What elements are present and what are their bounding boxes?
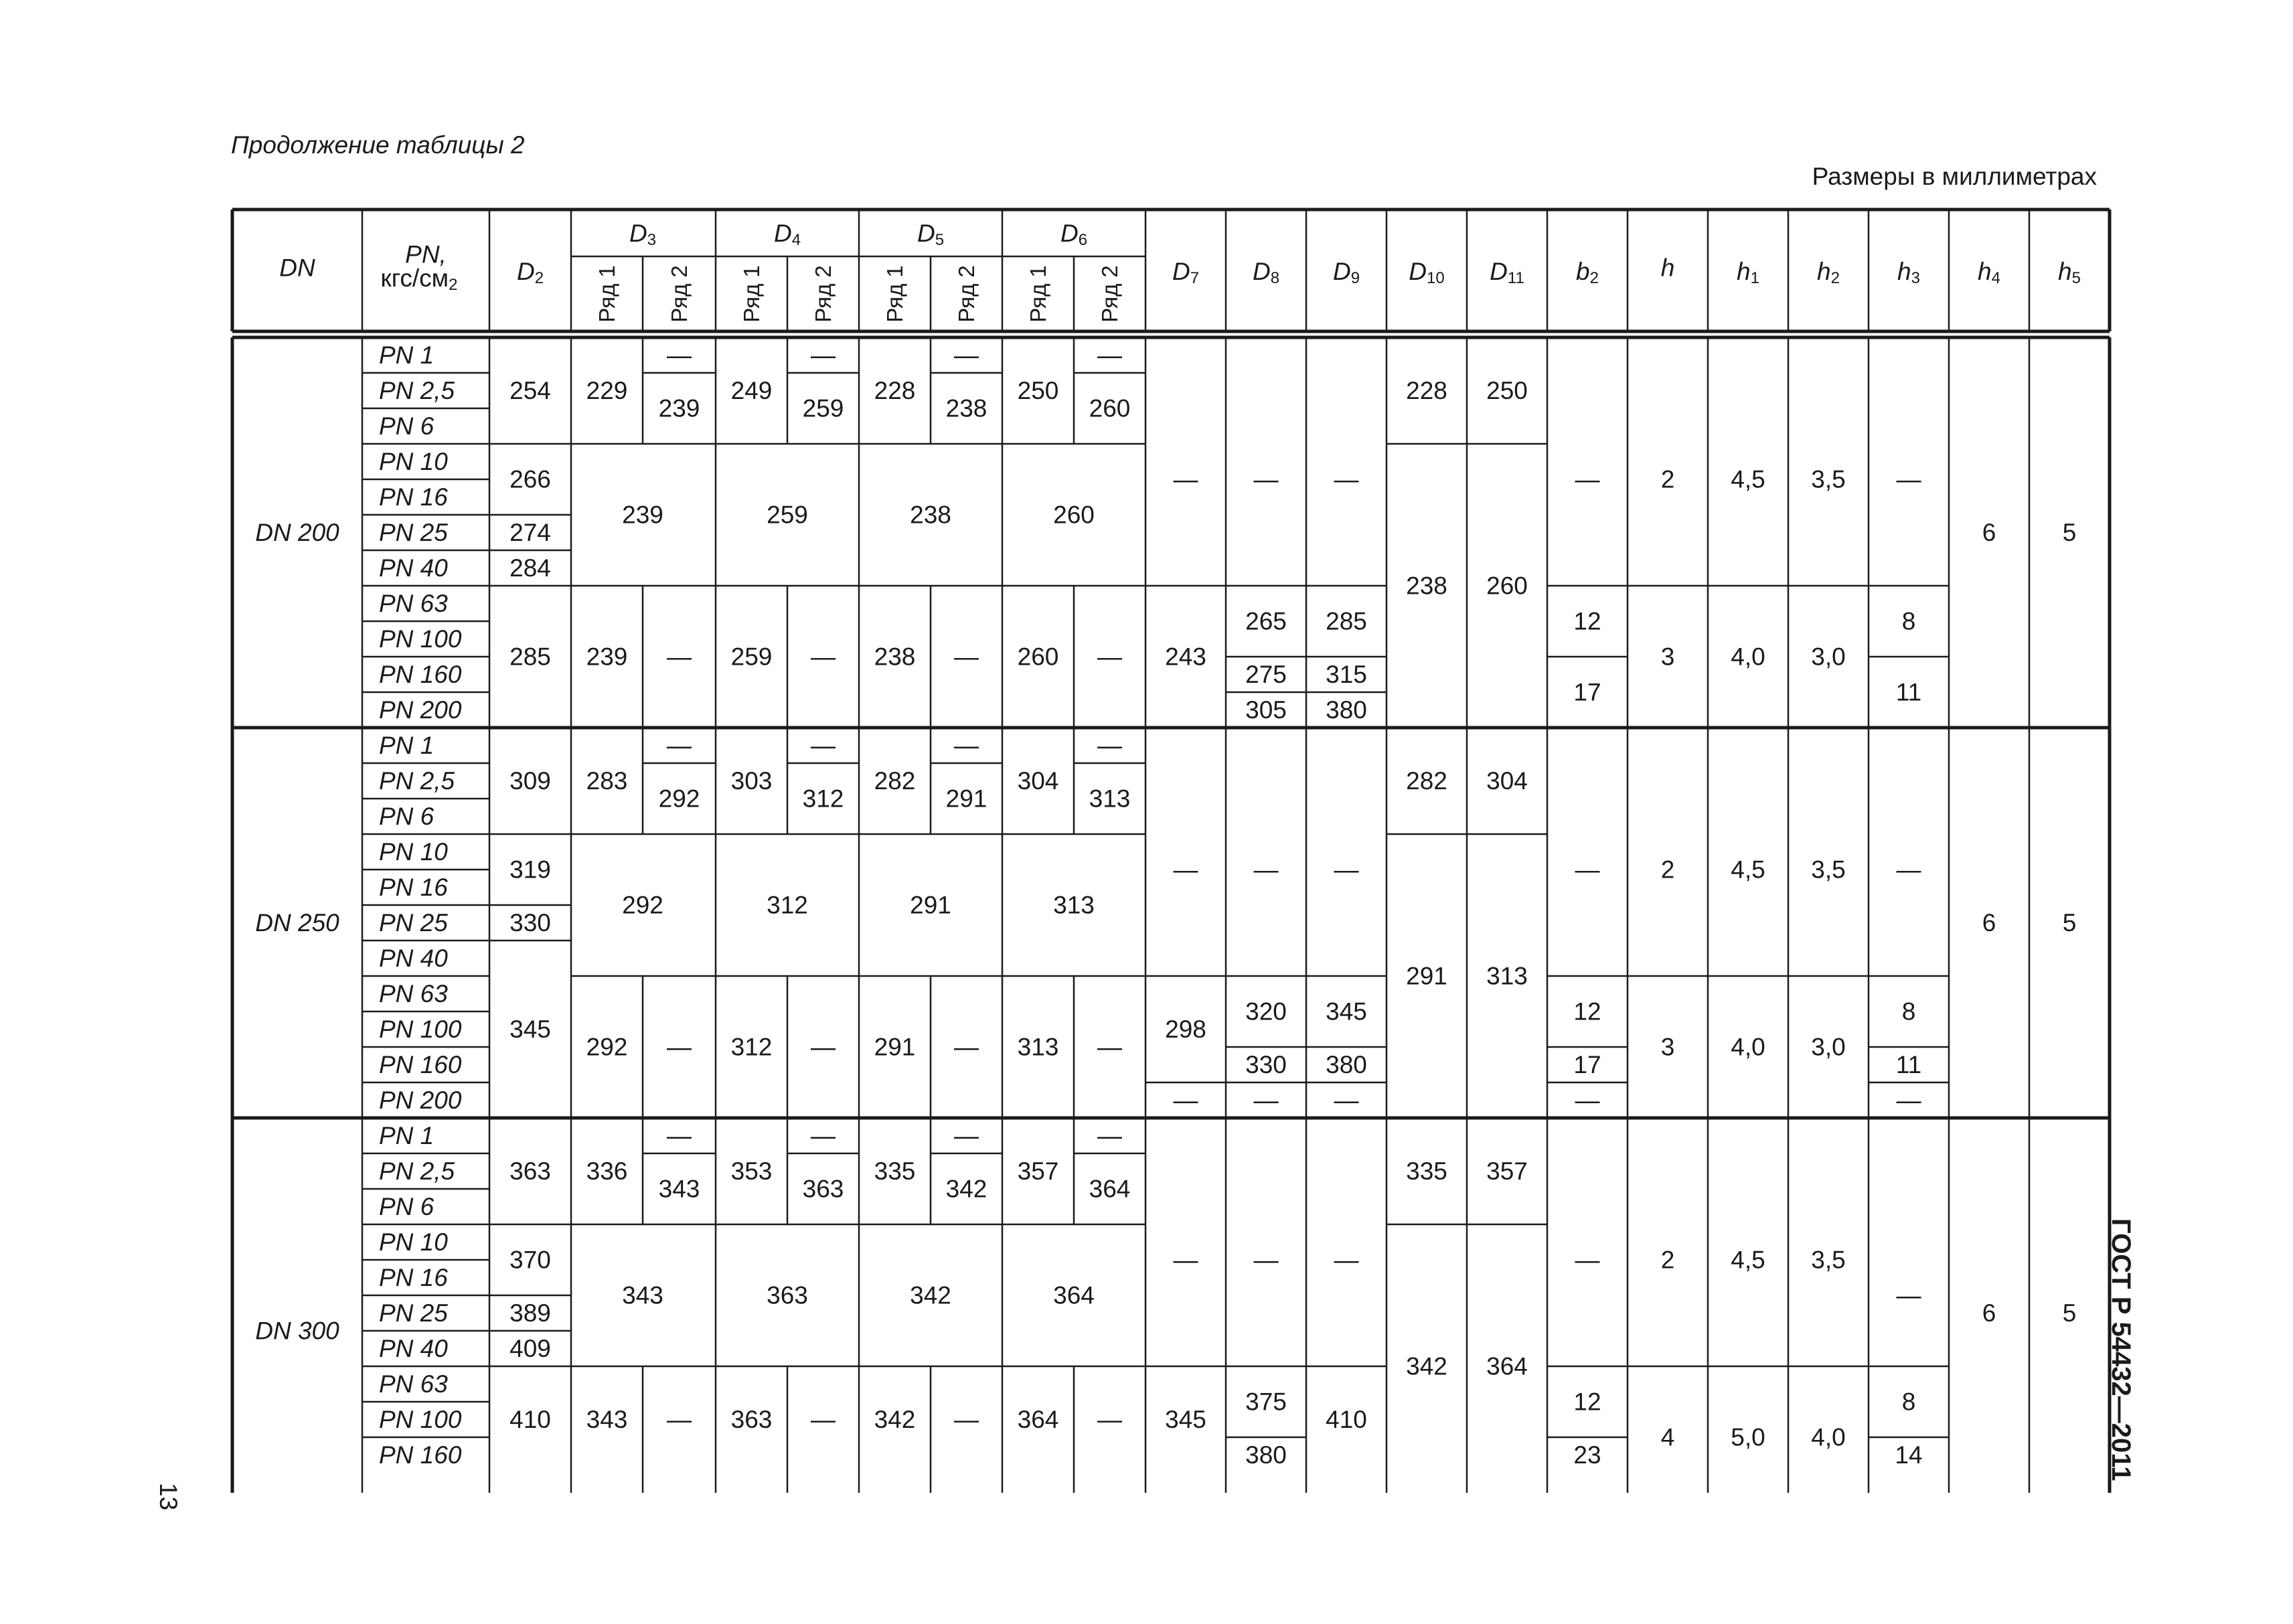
pn-label: PN 63 bbox=[379, 980, 448, 1007]
d6-value: 260 bbox=[1053, 501, 1095, 529]
d11-value: 357 bbox=[1486, 1157, 1528, 1185]
pn-label: PN 6 bbox=[379, 803, 434, 830]
b2-value: 12 bbox=[1573, 1388, 1601, 1416]
pn-label: PN 1 bbox=[379, 341, 434, 369]
dash: — bbox=[811, 341, 836, 369]
dash: — bbox=[667, 732, 692, 759]
d5-value: 238 bbox=[910, 501, 951, 529]
dash: — bbox=[667, 1033, 692, 1061]
dash: — bbox=[954, 1033, 979, 1061]
pn-label: PN 1 bbox=[379, 732, 434, 759]
d11-value: 364 bbox=[1486, 1352, 1528, 1380]
d7-value: 298 bbox=[1165, 1016, 1206, 1043]
dash: — bbox=[1097, 341, 1122, 369]
pn-label: PN 40 bbox=[379, 1335, 448, 1362]
header-dn: DN bbox=[279, 254, 315, 282]
d11-value: 304 bbox=[1486, 767, 1528, 795]
d2-value: 363 bbox=[509, 1157, 551, 1185]
header-row-label: Ряд 2 bbox=[667, 265, 692, 323]
d3-row1: 283 bbox=[586, 767, 628, 795]
d5-row2: 342 bbox=[945, 1175, 987, 1203]
h3-value: 8 bbox=[1901, 607, 1916, 635]
d2-value: 370 bbox=[509, 1246, 551, 1274]
header-row-label: Ряд 1 bbox=[1026, 265, 1050, 323]
header-row-label: Ряд 1 bbox=[739, 265, 764, 323]
pn-label: PN 16 bbox=[379, 483, 448, 511]
h3-value: 8 bbox=[1901, 997, 1916, 1026]
d6-row2: 364 bbox=[1089, 1175, 1131, 1203]
b2-value: 12 bbox=[1573, 607, 1601, 635]
d10-value: 335 bbox=[1406, 1157, 1447, 1185]
d2-value: 254 bbox=[509, 377, 551, 404]
dash: — bbox=[667, 1406, 692, 1433]
pn-label: PN 160 bbox=[379, 661, 462, 688]
dash: — bbox=[1253, 856, 1279, 884]
h2-value: 3,0 bbox=[1811, 643, 1846, 671]
d6-value: 313 bbox=[1053, 891, 1095, 919]
d2-value: 284 bbox=[509, 554, 551, 582]
header-h1: $h_1$ bbox=[1737, 257, 1759, 287]
dash: — bbox=[1173, 465, 1198, 493]
h5-value: 5 bbox=[2062, 909, 2077, 937]
d2-value: 330 bbox=[509, 909, 551, 937]
d7-value: 345 bbox=[1165, 1406, 1206, 1433]
d4-row2: 312 bbox=[802, 785, 844, 813]
d4-value: 363 bbox=[767, 1281, 808, 1309]
h2-value: 3,0 bbox=[1811, 1033, 1846, 1061]
pn-label: PN 40 bbox=[379, 945, 448, 972]
d5-row1: 228 bbox=[874, 377, 916, 404]
d11-value: 260 bbox=[1486, 572, 1528, 600]
d6-value: 364 bbox=[1053, 1281, 1095, 1309]
dash: — bbox=[954, 1406, 979, 1433]
d3-row1: 229 bbox=[586, 377, 628, 404]
h-value: 3 bbox=[1660, 643, 1675, 671]
h4-value: 6 bbox=[1982, 1299, 1996, 1327]
dash: — bbox=[1334, 1086, 1359, 1114]
d6-row1: 313 bbox=[1017, 1033, 1059, 1061]
dash: — bbox=[1896, 465, 1921, 493]
pn-label: PN 2,5 bbox=[379, 377, 455, 404]
h-value: 2 bbox=[1660, 856, 1675, 884]
h-value: 2 bbox=[1660, 1246, 1675, 1274]
d4-row1: 353 bbox=[730, 1157, 773, 1185]
h4-value: 6 bbox=[1982, 909, 1996, 937]
h1-value: 4,5 bbox=[1731, 856, 1765, 884]
h2-value: 3,5 bbox=[1811, 465, 1846, 493]
d4-row1: 249 bbox=[730, 377, 773, 404]
d11-value: 250 bbox=[1486, 377, 1528, 404]
header-row-label: Ряд 1 bbox=[882, 265, 907, 323]
d6-row1: 304 bbox=[1017, 767, 1059, 795]
pn-label: PN 16 bbox=[379, 874, 448, 901]
d6-row2: 313 bbox=[1089, 785, 1131, 813]
d8-value: 265 bbox=[1245, 607, 1287, 635]
d2-value: 266 bbox=[509, 465, 551, 493]
header-d6: $D_6$ bbox=[1060, 219, 1088, 249]
d9-value: 380 bbox=[1326, 1051, 1367, 1078]
dash: — bbox=[667, 643, 692, 671]
h1-value: 4,0 bbox=[1731, 643, 1765, 671]
d2-value: 409 bbox=[509, 1335, 551, 1362]
d4-value: 259 bbox=[767, 501, 808, 529]
header-d10: $D_{10}$ bbox=[1409, 257, 1445, 287]
header-row-label: Ряд 2 bbox=[954, 265, 979, 323]
h5-value: 5 bbox=[2062, 1299, 2077, 1327]
dash: — bbox=[1253, 1086, 1279, 1114]
header-d8: $D_8$ bbox=[1252, 257, 1280, 287]
dash: — bbox=[1896, 1281, 1921, 1309]
d4-row1: 303 bbox=[730, 767, 773, 795]
d8-value: 330 bbox=[1245, 1051, 1287, 1078]
d2-value: 389 bbox=[509, 1299, 551, 1327]
dash: — bbox=[1097, 732, 1122, 759]
dash: — bbox=[667, 341, 692, 369]
dash: — bbox=[954, 1122, 979, 1149]
dash: — bbox=[811, 1406, 836, 1433]
d3-row2: 239 bbox=[658, 394, 700, 422]
dn-label: DN 250 bbox=[255, 909, 339, 937]
header-h: h bbox=[1660, 254, 1675, 282]
dash: — bbox=[1097, 1406, 1122, 1433]
page-number: 13 bbox=[155, 1483, 182, 1511]
d10-value: 291 bbox=[1406, 962, 1447, 990]
header-pn-unit: кгс/$см_2$ bbox=[380, 264, 458, 294]
d5-value: 342 bbox=[910, 1281, 951, 1309]
dash: — bbox=[1253, 1246, 1279, 1274]
pn-label: PN 200 bbox=[379, 1086, 462, 1114]
pn-label: PN 25 bbox=[379, 909, 448, 937]
d6-row1: 260 bbox=[1017, 643, 1059, 671]
d2-value: 410 bbox=[509, 1406, 551, 1433]
pn-label: PN 100 bbox=[379, 1406, 462, 1433]
h3-value: 11 bbox=[1895, 1051, 1922, 1078]
pn-label: PN 40 bbox=[379, 554, 448, 582]
dash: — bbox=[1097, 643, 1122, 671]
d5-row1: 291 bbox=[874, 1033, 916, 1061]
dash: — bbox=[1334, 1246, 1359, 1274]
header-row-label: Ряд 2 bbox=[1097, 265, 1122, 323]
pn-label: PN 10 bbox=[379, 1228, 448, 1256]
pn-label: PN 1 bbox=[379, 1122, 434, 1149]
h-value: 3 bbox=[1660, 1033, 1675, 1061]
d9-value: 345 bbox=[1326, 997, 1367, 1026]
dash: — bbox=[1334, 856, 1359, 884]
pn-label: PN 6 bbox=[379, 1193, 434, 1220]
d9-value: 410 bbox=[1326, 1406, 1367, 1433]
dn-label: DN 300 bbox=[255, 1317, 339, 1345]
h3-value: 14 bbox=[1895, 1441, 1923, 1469]
d5-row1: 282 bbox=[874, 767, 916, 795]
d10-value: 342 bbox=[1406, 1352, 1447, 1380]
header-h2: $h_2$ bbox=[1817, 257, 1840, 287]
header-h3: $h_3$ bbox=[1897, 257, 1920, 287]
d4-row1: 259 bbox=[730, 643, 773, 671]
d8-value: 375 bbox=[1245, 1388, 1287, 1416]
d2-value: 285 bbox=[509, 643, 551, 671]
h-value: 4 bbox=[1660, 1423, 1675, 1451]
d2-value: 319 bbox=[509, 856, 551, 884]
dash: — bbox=[954, 341, 979, 369]
h5-value: 5 bbox=[2062, 519, 2077, 546]
dash: — bbox=[811, 643, 836, 671]
d9-value: 380 bbox=[1326, 696, 1367, 724]
d5-value: 291 bbox=[910, 891, 951, 919]
d5-row2: 291 bbox=[945, 785, 987, 813]
standard-code: ГОСТ Р 54432—2011 bbox=[2106, 1218, 2136, 1481]
d9-value: 285 bbox=[1326, 607, 1367, 635]
pn-label: PN 63 bbox=[379, 590, 448, 617]
h1-value: 4,5 bbox=[1731, 1246, 1765, 1274]
d4-row1: 363 bbox=[730, 1406, 773, 1433]
h2-value: 3,5 bbox=[1811, 856, 1846, 884]
dash: — bbox=[811, 1033, 836, 1061]
h2-value: 4,0 bbox=[1811, 1423, 1846, 1451]
header-pn: PN, bbox=[405, 240, 447, 268]
dash: — bbox=[1575, 1086, 1600, 1114]
dash: — bbox=[811, 732, 836, 759]
h-value: 2 bbox=[1660, 465, 1675, 493]
header-d2: $D_2$ bbox=[516, 257, 544, 287]
d5-row2: 238 bbox=[945, 394, 987, 422]
d7-value: 243 bbox=[1165, 643, 1206, 671]
d3-row1: 343 bbox=[586, 1406, 628, 1433]
units-note: Размеры в миллиметрах bbox=[1812, 163, 2097, 190]
d8-value: 275 bbox=[1245, 661, 1287, 688]
b2-value: 23 bbox=[1573, 1441, 1601, 1469]
pn-label: PN 25 bbox=[379, 1299, 448, 1327]
pn-label: PN 63 bbox=[379, 1370, 448, 1398]
header-b2: $b_2$ bbox=[1576, 257, 1599, 287]
h1-value: 4,0 bbox=[1731, 1033, 1765, 1061]
dash: — bbox=[1173, 856, 1198, 884]
pn-label: PN 200 bbox=[379, 696, 462, 724]
d3-row1: 336 bbox=[586, 1157, 628, 1185]
b2-value: 17 bbox=[1573, 678, 1601, 706]
d3-row1: 292 bbox=[586, 1033, 628, 1061]
dash: — bbox=[1097, 1033, 1122, 1061]
header-d4: $D_4$ bbox=[773, 219, 801, 249]
h1-value: 4,5 bbox=[1731, 465, 1765, 493]
dash: — bbox=[954, 732, 979, 759]
pn-label: PN 160 bbox=[379, 1051, 462, 1078]
header-d11: $D_{11}$ bbox=[1490, 257, 1524, 287]
h2-value: 3,5 bbox=[1811, 1246, 1846, 1274]
d6-row1: 364 bbox=[1017, 1406, 1059, 1433]
d8-value: 305 bbox=[1245, 696, 1287, 724]
d5-row1: 335 bbox=[874, 1157, 916, 1185]
pn-label: PN 100 bbox=[379, 1016, 462, 1043]
d5-row1: 342 bbox=[874, 1406, 916, 1433]
d4-row2: 259 bbox=[802, 394, 844, 422]
d10-value: 228 bbox=[1406, 377, 1447, 404]
d6-row2: 260 bbox=[1089, 394, 1131, 422]
header-d7: $D_7$ bbox=[1172, 257, 1200, 287]
dash: — bbox=[811, 1122, 836, 1149]
header-row-label: Ряд 1 bbox=[595, 265, 619, 323]
pn-label: PN 16 bbox=[379, 1264, 448, 1291]
d11-value: 313 bbox=[1486, 962, 1528, 990]
d4-row2: 363 bbox=[802, 1175, 844, 1203]
h3-value: 8 bbox=[1901, 1388, 1916, 1416]
dash: — bbox=[1575, 465, 1600, 493]
header-row-label: Ряд 2 bbox=[811, 265, 836, 323]
pn-label: PN 160 bbox=[379, 1441, 462, 1469]
d6-row1: 250 bbox=[1017, 377, 1059, 404]
dash: — bbox=[1575, 856, 1600, 884]
d3-row1: 239 bbox=[586, 643, 628, 671]
table-caption: Продолжение таблицы 2 bbox=[231, 131, 525, 159]
d3-row2: 292 bbox=[658, 785, 700, 813]
header-h5: $h_5$ bbox=[2058, 257, 2081, 287]
d3-value: 239 bbox=[622, 501, 663, 529]
d6-row1: 357 bbox=[1017, 1157, 1059, 1185]
d5-row1: 238 bbox=[874, 643, 916, 671]
d3-value: 343 bbox=[622, 1281, 663, 1309]
dash: — bbox=[1896, 1086, 1921, 1114]
dash: — bbox=[1253, 465, 1279, 493]
dash: — bbox=[1575, 1246, 1600, 1274]
pn-label: PN 10 bbox=[379, 448, 448, 475]
dn-label: DN 200 bbox=[255, 519, 339, 546]
d9-value: 315 bbox=[1326, 661, 1367, 688]
d8-value: 320 bbox=[1245, 997, 1287, 1026]
dash: — bbox=[1097, 1122, 1122, 1149]
header-d3: $D_3$ bbox=[629, 219, 657, 249]
d10-value: 238 bbox=[1406, 572, 1447, 600]
pn-label: PN 10 bbox=[379, 838, 448, 866]
d2-value: 274 bbox=[509, 519, 551, 546]
dash: — bbox=[954, 643, 979, 671]
pn-label: PN 100 bbox=[379, 625, 462, 653]
pn-label: PN 2,5 bbox=[379, 767, 455, 795]
d8-value: 380 bbox=[1245, 1441, 1287, 1469]
d10-value: 282 bbox=[1406, 767, 1447, 795]
dash: — bbox=[667, 1122, 692, 1149]
h4-value: 6 bbox=[1982, 519, 1996, 546]
d4-row1: 312 bbox=[730, 1033, 773, 1061]
b2-value: 12 bbox=[1573, 997, 1601, 1026]
header-h4: $h_4$ bbox=[1978, 257, 2000, 287]
header-d5: $D_5$ bbox=[917, 219, 945, 249]
d2-value: 345 bbox=[509, 1016, 551, 1043]
dash: — bbox=[1173, 1246, 1198, 1274]
dash: — bbox=[1173, 1086, 1198, 1114]
d3-row2: 343 bbox=[658, 1175, 700, 1203]
pn-label: PN 2,5 bbox=[379, 1157, 455, 1185]
b2-value: 17 bbox=[1573, 1051, 1601, 1078]
dash: — bbox=[1334, 465, 1359, 493]
h3-value: 11 bbox=[1895, 678, 1922, 706]
pn-label: PN 6 bbox=[379, 412, 434, 440]
d2-value: 309 bbox=[509, 767, 551, 795]
pn-label: PN 25 bbox=[379, 519, 448, 546]
d3-value: 292 bbox=[622, 891, 663, 919]
d4-value: 312 bbox=[767, 891, 808, 919]
dash: — bbox=[1896, 856, 1921, 884]
header-d9: $D_9$ bbox=[1332, 257, 1360, 287]
h1-value: 5,0 bbox=[1731, 1423, 1765, 1451]
